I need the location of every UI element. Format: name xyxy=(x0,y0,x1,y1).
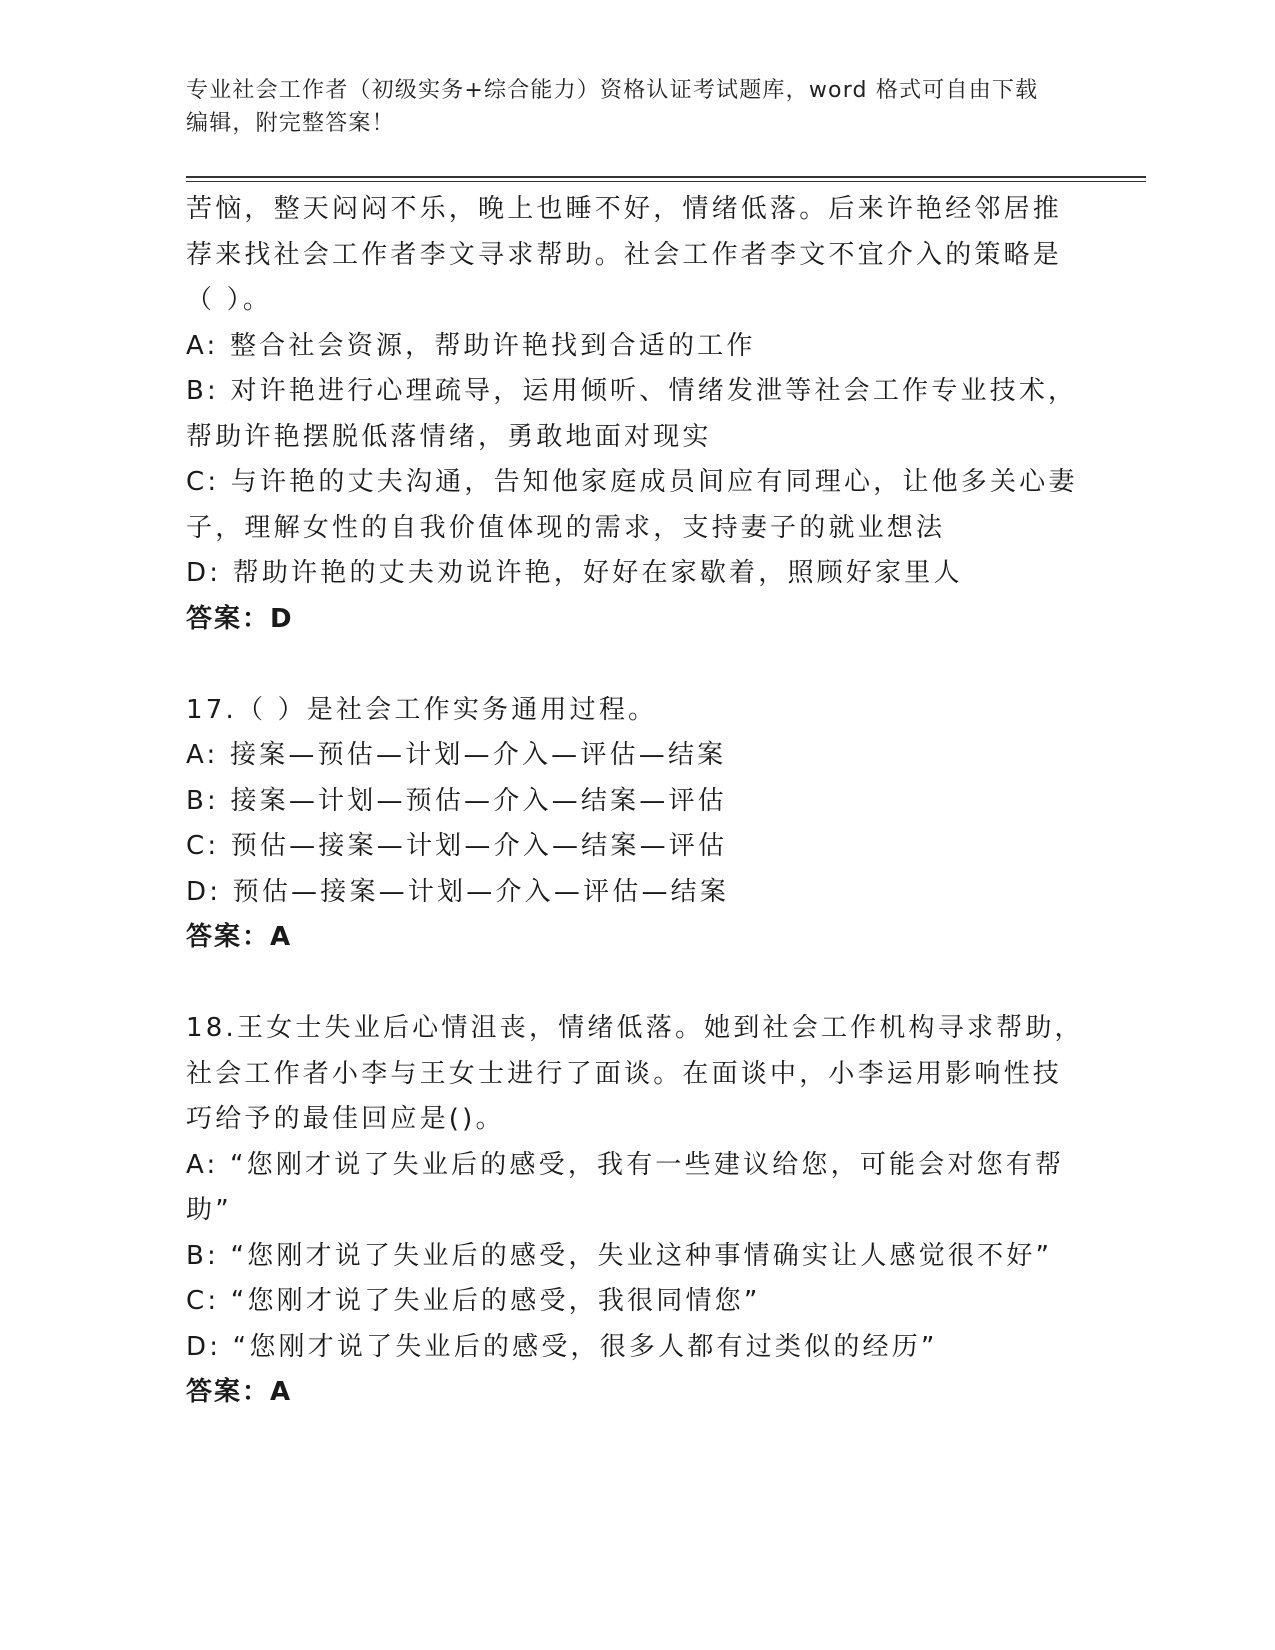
header-line-2: 编辑，附完整答案！ xyxy=(186,111,395,136)
question-16-option-c-line-2: 子，理解女性的自我价值体现的需求，支持妻子的就业想法 xyxy=(186,512,946,543)
question-17-option-c: C: 预估—接案—计划—介入—结案—评估 xyxy=(186,831,728,861)
question-16-option-c-line-1: C: 与许艳的丈夫沟通，告知他家庭成员间应有同理心，让他多关心妻 xyxy=(186,467,1078,497)
question-18-option-b: B: “您刚才说了失业后的感受，失业这种事情确实让人感觉很不好” xyxy=(186,1240,1053,1271)
question-16-option-b-line-1: B: 对许艳进行心理疏导，运用倾听、情绪发泄等社会工作专业技术， xyxy=(186,376,1078,406)
question-17-option-d: D: 预估—接案—计划—介入—评估—结案 xyxy=(186,876,730,907)
question-16-answer: 答案：D xyxy=(186,603,294,634)
question-18-option-d: D: “您刚才说了失业后的感受，很多人都有过类似的经历” xyxy=(186,1331,938,1362)
question-18-option-c: C: “您刚才说了失业后的感受，我很同情您” xyxy=(186,1286,761,1316)
question-16-option-a: A: 整合社会资源，帮助许艳找到合适的工作 xyxy=(186,330,756,361)
page-header xyxy=(186,74,1086,140)
header-line-1: 专业社会工作者（初级实务+综合能力）资格认证考试题库，word 格式可自由下载 xyxy=(186,78,1039,103)
question-17 xyxy=(186,688,1086,961)
question-17-answer: 答案：A xyxy=(186,922,293,952)
question-16-stem-line-2: 荐来找社会工作者李文寻求帮助。社会工作者李文不宜介入的策略是 xyxy=(186,239,1063,270)
question-18-option-a-line-1: A: “您刚才说了失业后的感受，我有一些建议给您，可能会对您有帮 xyxy=(186,1149,1065,1180)
question-18 xyxy=(186,1006,1086,1416)
question-16-option-d: D: 帮助许艳的丈夫劝说许艳，好好在家歇着，照顾好家里人 xyxy=(186,558,963,588)
question-17-option-b: B: 接案—计划—预估—介入—结案—评估 xyxy=(186,785,727,816)
question-content xyxy=(186,187,1086,1416)
question-16 xyxy=(186,187,1086,642)
question-17-option-a: A: 接案—预估—计划—介入—评估—结案 xyxy=(186,740,727,770)
spacer xyxy=(186,961,1086,1007)
question-16-stem-line-3: （ ）。 xyxy=(186,285,273,315)
header-divider-thin xyxy=(186,181,1146,182)
question-16-stem-line-1: 苦恼，整天闷闷不乐，晚上也睡不好，情绪低落。后来许艳经邻居推 xyxy=(186,194,1063,224)
question-16-option-b-line-2: 帮助许艳摆脱低落情绪，勇敢地面对现实 xyxy=(186,421,712,452)
question-18-answer: 答案：A xyxy=(186,1377,293,1407)
spacer xyxy=(186,642,1086,688)
question-17-stem: 17.（ ）是社会工作实务通用过程。 xyxy=(186,694,658,725)
question-18-stem-line-2: 社会工作者小李与王女士进行了面谈。在面谈中，小李运用影响性技 xyxy=(186,1058,1063,1089)
question-18-stem-line-1: 18.王女士失业后心情沮丧，情绪低落。她到社会工作机构寻求帮助， xyxy=(186,1013,1084,1043)
question-18-stem-line-3: 巧给予的最佳回应是()。 xyxy=(186,1104,505,1134)
header-divider-thick xyxy=(186,176,1146,178)
question-18-option-a-line-2: 助” xyxy=(186,1195,232,1225)
